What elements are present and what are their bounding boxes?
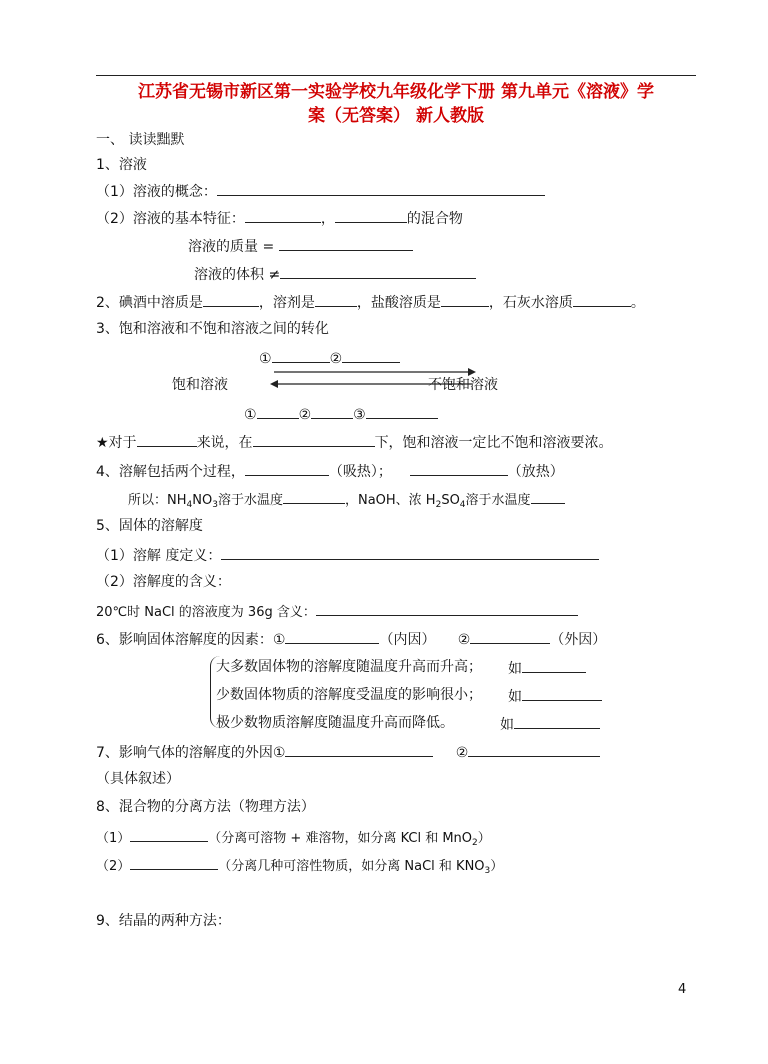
eg-label: 如: [508, 689, 522, 705]
circle-2: ②: [329, 351, 343, 367]
q1-feature-label: （2）溶液的基本特征：: [96, 211, 245, 227]
answer-blank[interactable]: [137, 432, 197, 447]
q5-example-row: [96, 601, 578, 622]
q6-text: （内因）: [379, 632, 436, 648]
answer-blank[interactable]: [410, 461, 508, 476]
q4-text: NO: [192, 493, 213, 508]
q8-text: ）: [477, 831, 491, 846]
answer-blank[interactable]: [285, 742, 433, 757]
answer-blank[interactable]: [522, 686, 602, 701]
q4-text: 所以：NH: [128, 493, 187, 508]
answer-blank[interactable]: [522, 658, 586, 673]
q8-text: （2）: [96, 859, 131, 874]
answer-blank[interactable]: [272, 348, 330, 363]
answer-blank[interactable]: [257, 404, 299, 419]
q5-meaning: （2）溶解度的含义：: [96, 574, 231, 590]
eg-label: 如: [500, 717, 514, 733]
q8-text: （分离可溶物 + 难溶物，如分离 KCl 和 MnO: [208, 831, 473, 846]
q1-volume-row: [194, 264, 476, 284]
q1-concept-row: [96, 181, 545, 201]
answer-blank[interactable]: [280, 264, 476, 279]
q3-bottom-conditions: [244, 404, 438, 424]
answer-blank[interactable]: [335, 208, 407, 223]
subscript: 4: [459, 500, 466, 510]
subscript: 2: [472, 838, 478, 848]
q6-eg-2: [508, 686, 602, 706]
page-number: 4: [678, 982, 687, 997]
answer-blank[interactable]: [253, 432, 375, 447]
q4-so-row: [128, 489, 565, 514]
answer-blank[interactable]: [279, 236, 413, 251]
unsaturated-label: 不饱和溶液: [428, 377, 498, 393]
subscript: 3: [484, 866, 491, 876]
q1-mass-label: 溶液的质量 =: [188, 239, 275, 255]
right-arrow-head: [468, 368, 476, 376]
q1-concept-label: （1）溶液的概念：: [96, 184, 217, 200]
q1-feature-row: [96, 208, 463, 228]
conversion-arrows: [268, 366, 484, 388]
answer-blank[interactable]: [470, 629, 550, 644]
q4-text: 溶于水温度: [465, 493, 531, 508]
q4-text: 4、溶解包括两个过程，: [96, 464, 245, 480]
q8-row-1: [96, 827, 491, 852]
q4-text: （吸热）；: [328, 464, 392, 480]
answer-blank[interactable]: [342, 348, 400, 363]
q1-volume-label: 溶液的体积 ≠: [194, 267, 281, 283]
q2-text: 。: [630, 295, 645, 311]
subscript: 2: [435, 500, 442, 510]
q8-text: ）: [490, 859, 504, 874]
q4-text: （放热）: [507, 464, 564, 480]
answer-blank[interactable]: [531, 489, 565, 504]
q6-text: 6、影响固体溶解度的因素：①: [96, 632, 286, 648]
answer-blank[interactable]: [441, 292, 489, 307]
q8-row-2: [96, 855, 503, 880]
q4-text: SO: [441, 493, 460, 508]
q2-row: [96, 292, 645, 312]
answer-blank[interactable]: [514, 714, 600, 729]
subscript: 3: [212, 500, 218, 510]
q1-feature-suffix: 的混合物: [406, 211, 463, 227]
q4-row: [96, 461, 564, 481]
answer-blank[interactable]: [316, 601, 578, 616]
q6-text: （外因）: [550, 632, 607, 648]
answer-blank[interactable]: [245, 208, 321, 223]
q6-eg-1: [508, 658, 586, 678]
q6-row: [96, 629, 606, 649]
answer-blank[interactable]: [130, 855, 218, 870]
answer-blank[interactable]: [221, 545, 599, 560]
answer-blank[interactable]: [315, 292, 357, 307]
circle-1: ①: [259, 351, 272, 367]
q7-text: 7、影响气体的溶解度的外因①: [96, 745, 286, 761]
q8-text: （1）: [96, 831, 131, 846]
q5-example-label: 20℃时 NaCl 的溶液度为 36g 含义：: [96, 605, 316, 620]
q4-text: 溶于水温度: [217, 493, 283, 508]
q7-text: ②: [455, 745, 469, 761]
q3-top-conditions: [259, 348, 400, 368]
answer-blank[interactable]: [311, 404, 353, 419]
star-text: 来说，在: [196, 435, 253, 451]
answer-blank[interactable]: [245, 461, 329, 476]
eg-label: 如: [508, 661, 522, 677]
q6-rule-1: 大多数固体物的溶解度随温度升高而升高；: [216, 659, 482, 675]
circle-2: ②: [298, 407, 312, 423]
q8-title: 8、混合物的分离方法（物理方法）: [96, 799, 315, 815]
q2-text: ，盐酸溶质是: [356, 295, 441, 311]
doc-title-line1: 江苏省无锡市新区第一实验学校九年级化学下册 第九单元《溶液》学: [138, 82, 654, 102]
q3-title: 3、饱和溶液和不饱和溶液之间的转化: [96, 321, 329, 337]
q9-title: 9、结晶的两种方法：: [96, 913, 231, 929]
q6-eg-3: [500, 714, 600, 734]
q7-note: （具体叙述）: [96, 771, 180, 787]
doc-title-line2: 案（无答案） 新人教版: [308, 106, 484, 126]
answer-blank[interactable]: [203, 292, 259, 307]
left-arrow-head: [270, 380, 278, 388]
answer-blank[interactable]: [130, 827, 208, 842]
q7-row: [96, 742, 600, 762]
circle-1: ①: [244, 407, 257, 423]
q2-text: ，溶剂是: [258, 295, 315, 311]
q1-title: 1、溶液: [96, 157, 147, 173]
answer-blank[interactable]: [283, 489, 345, 504]
comma: ，: [320, 211, 335, 227]
q2-text: ，石灰水溶质: [488, 295, 573, 311]
subscript: 4: [186, 500, 193, 510]
answer-blank[interactable]: [366, 404, 438, 419]
answer-blank[interactable]: [285, 629, 379, 644]
q3-star-note: [96, 432, 613, 452]
q6-rule-3: 极少数物质溶解度随温度升高而降低。: [216, 715, 454, 731]
q5-def-row: [96, 545, 599, 565]
saturated-label: 饱和溶液: [172, 377, 228, 393]
star-text: 下，饱和溶液一定比不饱和溶液要浓。: [374, 435, 613, 451]
section-heading: 一、 读读黜默: [96, 132, 185, 148]
q4-text: ，NaOH、浓 H: [344, 493, 436, 508]
answer-blank[interactable]: [468, 742, 600, 757]
q5-title: 5、固体的溶解度: [96, 518, 203, 534]
circle-3: ③: [353, 407, 366, 423]
q2-text: 2、碘酒中溶质是: [96, 295, 203, 311]
q1-mass-row: [188, 236, 413, 256]
q8-text: （分离几种可溶性物质，如分离 NaCl 和 KNO: [218, 859, 485, 874]
q5-def-label: （1）溶解 度定义：: [96, 548, 222, 564]
star-text: ★对于: [96, 435, 137, 451]
header-rule: [96, 75, 696, 76]
q6-text: ②: [457, 632, 471, 648]
answer-blank[interactable]: [217, 181, 545, 196]
answer-blank[interactable]: [573, 292, 631, 307]
q6-rule-2: 少数固体物质的溶解度受温度的影响很小；: [216, 687, 482, 703]
